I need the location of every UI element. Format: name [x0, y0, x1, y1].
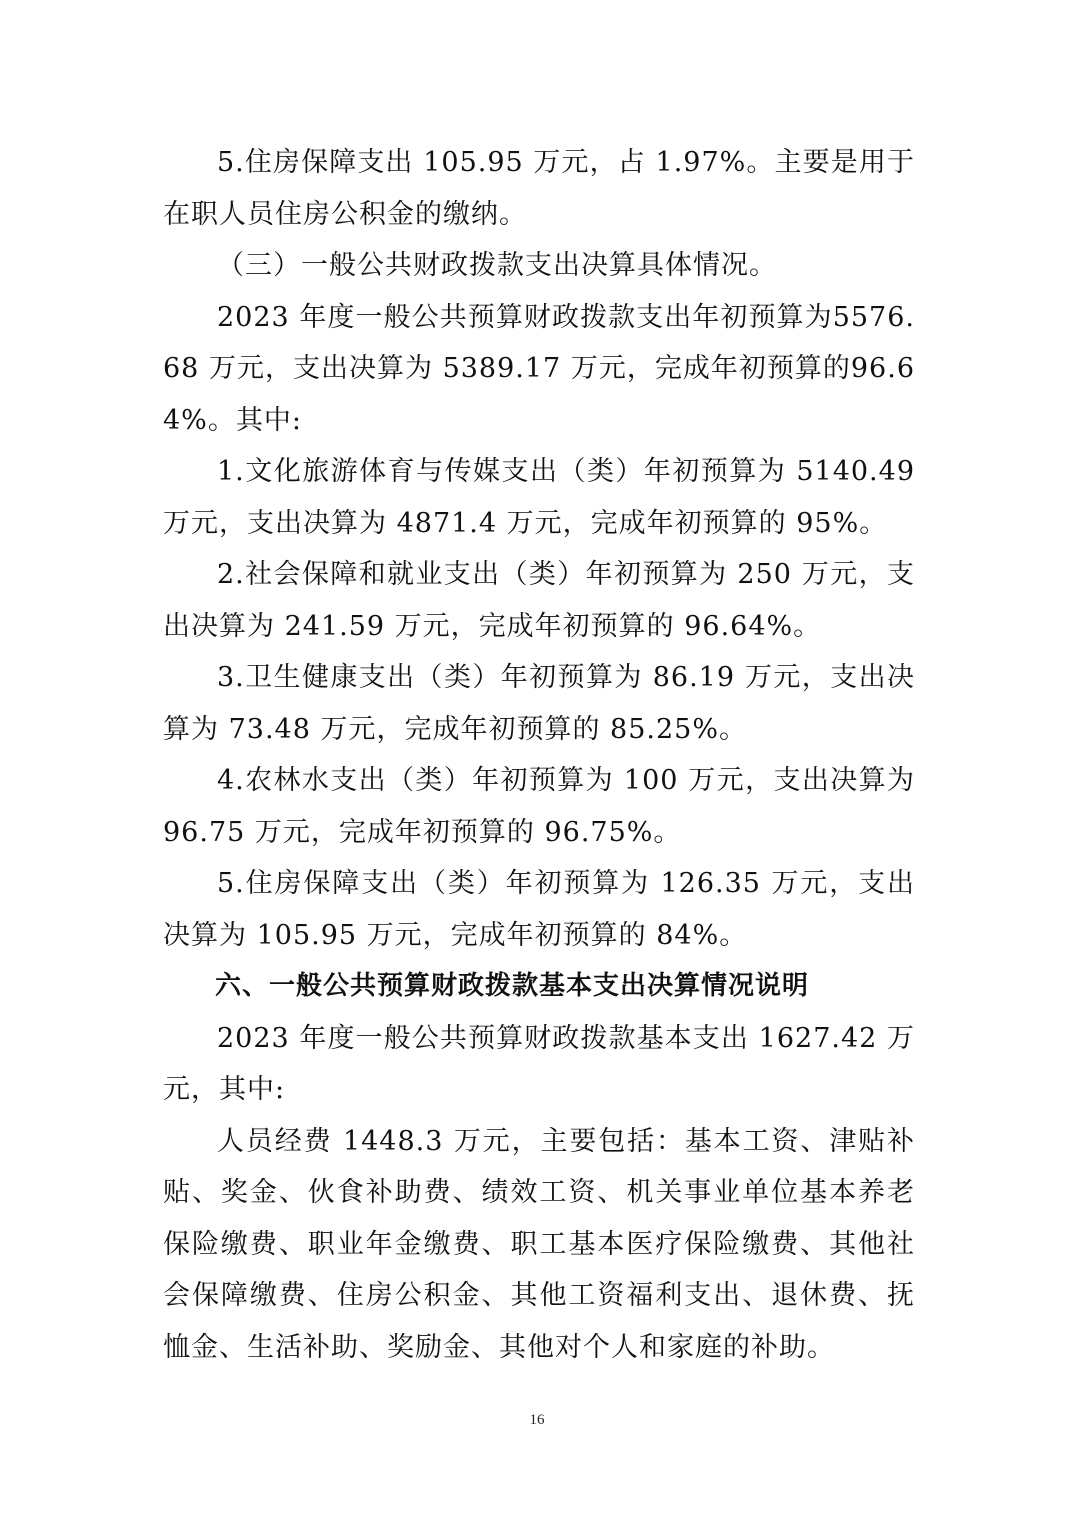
page-body	[163, 137, 915, 1373]
page-number: 16	[529, 1412, 545, 1428]
paragraph-housing-expense: 5.住房保障支出 105.95 万元，占 1.97%。主要是用于在职人员住房公积金的缴纳。	[163, 147, 915, 230]
section-subtitle-general-expense: （三）一般公共财政拨款支出决算具体情况。	[217, 250, 777, 281]
list-item-health: 3.卫生健康支出（类）年初预算为 86.19 万元，支出决算为 73.48 万元，完成年初预算的 85.25%。	[163, 662, 915, 745]
paragraph-basic-expense-total: 2023 年度一般公共预算财政拨款基本支出 1627.42 万元，其中:	[163, 1022, 915, 1105]
section-heading-basic-expense: 六、一般公共预算财政拨款基本支出决算情况说明	[215, 971, 810, 1001]
list-item-culture-tourism: 1.文化旅游体育与传媒支出（类）年初预算为 5140.49万元，支出决算为 4871.4 万元，完成年初预算的 95%。	[163, 456, 915, 539]
paragraph-personnel-expense: 人员经费 1448.3 万元，主要包括：基本工资、津贴补贴、奖金、伙食补助费、绩效工资、机关事业单位基本养老保险缴费、职业年金缴费、职工基本医疗保险缴费、其他社会保障缴费、住房公积金、其他工资福利支出、退休费、抚恤金、生活补助、奖励金、其他对个人和家庭的补助。	[163, 1125, 915, 1363]
paragraph-budget-overview: 2023 年度一般公共预算财政拨款支出年初预算为5576.68 万元，支出决算为 5389.17 万元，完成年初预算的96.64%。其中:	[163, 301, 915, 436]
list-item-social-security: 2.社会保障和就业支出（类）年初预算为 250 万元，支出决算为 241.59 万元，完成年初预算的 96.64%。	[163, 559, 915, 642]
list-item-housing: 5.住房保障支出（类）年初预算为 126.35 万元，支出决算为 105.95 万元，完成年初预算的 84%。	[163, 868, 915, 951]
list-item-agriculture: 4.农林水支出（类）年初预算为 100 万元，支出决算为96.75 万元，完成年初预算的 96.75%。	[163, 765, 915, 848]
